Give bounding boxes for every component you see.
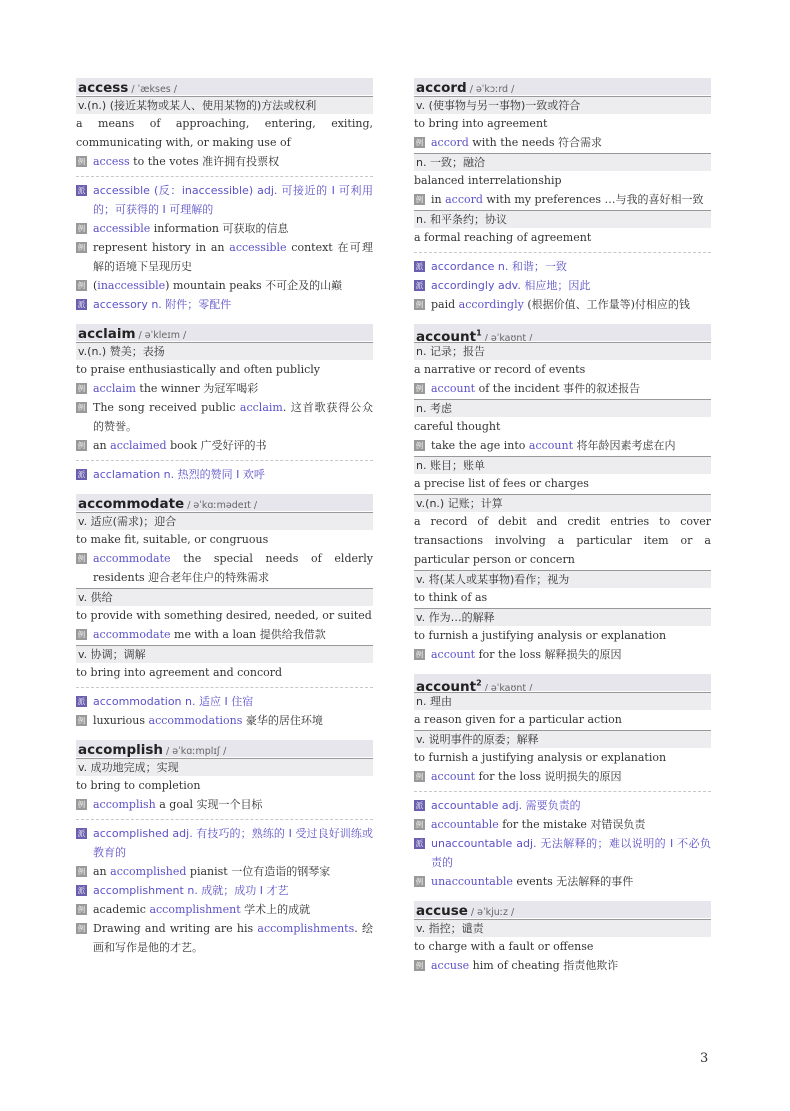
example-marker-icon: 例 [77,157,86,166]
headword: accomplish [78,742,164,757]
headword-bar [414,324,711,341]
definition: to make fit, suitable, or congruous [76,533,269,546]
phonetic: / əˈkleɪm / [138,330,187,341]
example-marker-icon: 例 [77,554,86,563]
derivative: 派 accordance n. 和谐；一致 [415,260,567,273]
example-marker-icon: 例 [77,716,86,725]
phonetic: / əˈkjuːz / [470,907,515,918]
headword: access [78,80,129,95]
headword: accuse [416,903,468,918]
divider [76,176,373,177]
entry-account-1 [414,324,711,664]
example-marker-icon: 例 [415,650,424,659]
sense-label: v. 协调；调解 [76,645,373,663]
example-marker-icon: 例 [77,800,86,809]
example-marker-icon: 例 [77,224,86,233]
example: 例 account of the incident 事件的叙述报告 [415,382,641,395]
definition: a means of approaching, entering, exiting, communicating with, or making use of [76,117,373,149]
divider [76,460,373,461]
definition: balanced interrelationship [414,174,562,187]
definition: to furnish a justifying analysis or explanation [414,751,667,764]
definition: a formal reaching of agreement [414,231,592,244]
derivative-marker-icon: 派 [77,186,86,195]
derivative-marker-icon: 派 [77,886,86,895]
example: 例 accessible information 可获取的信息 [77,222,289,235]
example: 例 Drawing and writing are his accomplishments. 绘画和写作是他的才艺。 [77,922,373,954]
sense-label: v. 适应(需求)；迎合 [76,512,373,530]
definition: to bring into agreement and concord [76,666,283,679]
example-marker-icon: 例 [415,877,424,886]
sense-label: n. 理由 [414,692,711,710]
page-number: 3 [700,1051,709,1066]
derivative-marker-icon: 派 [415,262,424,271]
example-marker-icon: 例 [77,867,86,876]
sense-label: n. 记录；报告 [414,342,711,360]
headword: acclaim [78,326,136,341]
definition: to think of as [414,591,488,604]
derivative: 派 accessory n. 附件；零配件 [77,298,232,311]
sense-label: v. (使事物与另一事物)一致或符合 [414,96,711,114]
example: 例 academic accomplishment 学术上的成就 [77,903,311,916]
sense-label: v.(n.) 记账；计算 [414,494,711,512]
definition: a record of debit and credit entries to cover transactions involving a particular item or a particular person or concern [414,515,711,566]
definition: careful thought [414,420,501,433]
example: 例 unaccountable events 无法解释的事件 [415,875,634,888]
homograph-number: 1 [476,328,482,337]
example-marker-icon: 例 [77,924,86,933]
phonetic: / əˈkɔːrd / [469,84,515,95]
example: 例 represent history in an accessible context 在可理解的语境下呈现历史 [77,241,373,273]
example-marker-icon: 例 [77,403,86,412]
headword-bar [76,740,373,757]
entry-access [76,78,373,314]
divider [76,687,373,688]
derivative: 派 accomplished adj. 有技巧的；熟练的 I 受过良好训练或教育的 [77,827,373,859]
phonetic: / ˈækses / [131,84,177,95]
sense-label: v. 供给 [76,588,373,606]
sense-label: v.(n.) 赞美；表扬 [76,342,373,360]
derivative-marker-icon: 派 [77,697,86,706]
definition: to bring to completion [76,779,201,792]
example: 例 access to the votes 准许拥有投票权 [77,155,280,168]
derivative: 派 accordingly adv. 相应地；因此 [415,279,591,292]
example-marker-icon: 例 [77,243,86,252]
example-marker-icon: 例 [77,905,86,914]
example: 例 acclaim the winner 为冠军喝彩 [77,382,259,395]
derivative: 派 unaccountable adj. 无法解释的；难以说明的 I 不必负责的 [415,837,711,869]
example: 例 accomplish a goal 实现一个目标 [77,798,263,811]
example-marker-icon: 例 [415,441,424,450]
definition: to furnish a justifying analysis or explanation [414,629,667,642]
divider [414,791,711,792]
divider [76,819,373,820]
definition: to charge with a fault or offense [414,940,594,953]
definition: a precise list of fees or charges [414,477,589,490]
example: 例 (inaccessible) mountain peaks 不可企及的山巅 [77,279,343,292]
example-marker-icon: 例 [415,138,424,147]
headword: accommodate [78,496,185,511]
derivative: 派 accountable adj. 需要负责的 [415,799,581,812]
example: 例 The song received public acclaim. 这首歌获得公众的赞誉。 [77,401,373,433]
headword-bar [76,78,373,95]
definition: a reason given for a particular action [414,713,622,726]
example-marker-icon: 例 [415,772,424,781]
example: 例 accuse him of cheating 指责他欺诈 [415,959,619,972]
sense-label: v. 作为…的解释 [414,608,711,626]
example: 例 accommodate the special needs of elderly residents 迎合老年住户的特殊需求 [77,552,373,584]
definition: to bring into agreement [414,117,548,130]
homograph-number: 2 [476,678,482,687]
example-marker-icon: 例 [415,195,424,204]
example: 例 paid accordingly (根据价值、工作量等)付相应的钱 [415,298,690,311]
example-marker-icon: 例 [415,820,424,829]
derivative-marker-icon: 派 [77,829,86,838]
example-marker-icon: 例 [77,281,86,290]
example: 例 an acclaimed book 广受好评的书 [77,439,267,452]
entry-accord [414,78,711,314]
headword: accord [416,80,467,95]
example: 例 an accomplished pianist 一位有造诣的钢琴家 [77,865,331,878]
example: 例 account for the loss 说明损失的原因 [415,770,622,783]
derivative-marker-icon: 派 [415,281,424,290]
derivative-marker-icon: 派 [415,839,424,848]
sense-label: n. 一致；融洽 [414,153,711,171]
sense-label: v. 成功地完成；实现 [76,758,373,776]
example: 例 account for the loss 解释损失的原因 [415,648,622,661]
entry-account-2 [414,674,711,891]
entry-accuse [414,901,711,975]
sense-label: n. 考虑 [414,399,711,417]
example-marker-icon: 例 [77,384,86,393]
example-marker-icon: 例 [415,384,424,393]
derivative: 派 accessible (反：inaccessible) adj. 可接近的 I 可利用的；可获得的 I 可理解的 [77,184,373,216]
headword-bar [414,674,711,691]
derivative-marker-icon: 派 [77,300,86,309]
example: 例 take the age into account 将年龄因素考虑在内 [415,439,676,452]
derivative: 派 accomplishment n. 成就；成功 I 才艺 [77,884,289,897]
entry-accommodate [76,494,373,730]
headword-bar [76,494,373,511]
left-column [76,78,373,967]
sense-label: v. 说明事件的原委；解释 [414,730,711,748]
headword: account$^1$ [416,328,482,341]
phonetic: / əˈkɑːmədeɪt / [187,500,258,511]
entry-acclaim [76,324,373,484]
headword: account$^2$ [416,678,482,691]
derivative: 派 acclamation n. 热烈的赞同 I 欢呼 [77,468,265,481]
example-marker-icon: 例 [415,300,424,309]
sense-label: n. 账目；账单 [414,456,711,474]
example: 例 accountable for the mistake 对错误负责 [415,818,646,831]
sense-label: v. 指控；谴责 [414,919,711,937]
example: 例 accord with the needs 符合需求 [415,136,603,149]
divider [414,252,711,253]
sense-label: v.(n.) (接近某物或某人、使用某物的)方法或权利 [76,96,373,114]
example-marker-icon: 例 [77,441,86,450]
example-marker-icon: 例 [415,961,424,970]
right-column [414,78,711,985]
phonetic: / əˈkɑːmplɪʃ / [166,746,227,757]
entry-accomplish [76,740,373,957]
derivative-marker-icon: 派 [77,470,86,479]
headword-bar [414,901,711,918]
definition: to provide with something desired, needed, or suited [76,609,372,622]
headword-bar [414,78,711,95]
sense-label: v. 将(某人或某事物)看作；视为 [414,570,711,588]
example-marker-icon: 例 [77,630,86,639]
example: 例 luxurious accommodations 豪华的居住环境 [77,714,323,727]
example: 例 accommodate me with a loan 提供给我借款 [77,628,326,641]
phonetic: / əˈkaʊnt / [484,332,533,341]
definition: a narrative or record of events [414,363,586,376]
example: 例 in accord with my preferences …与我的喜好相一致 [415,193,704,206]
phonetic: / əˈkaʊnt / [484,682,533,691]
definition: to praise enthusiastically and often publicly [76,363,321,376]
headword-bar [76,324,373,341]
sense-label: n. 和平条约；协议 [414,210,711,228]
derivative: 派 accommodation n. 适应 I 住宿 [77,695,254,708]
derivative-marker-icon: 派 [415,801,424,810]
